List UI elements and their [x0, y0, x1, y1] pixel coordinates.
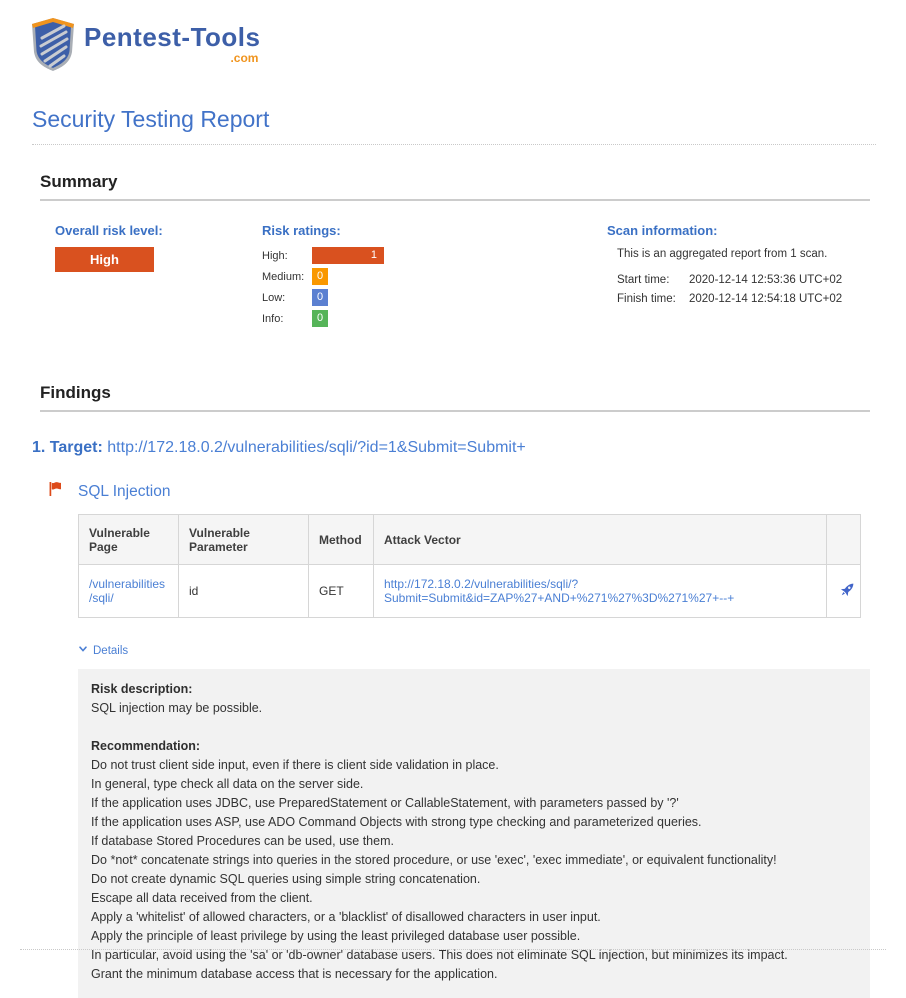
summary-heading: Summary	[40, 172, 870, 201]
rating-label-info: Info:	[262, 312, 284, 325]
recommendation-line: Apply a 'whitelist' of allowed characters, or a 'blacklist' of disallowed characters in user input.	[91, 910, 601, 924]
finish-time-value: 2020-12-14 12:54:18 UTC+02	[689, 293, 843, 305]
pentest-tools-shield-icon	[30, 16, 76, 72]
rating-label-high: High:	[262, 249, 288, 262]
bottom-divider	[20, 949, 886, 950]
rating-row-medium	[262, 268, 607, 285]
attack-vector-cell	[374, 565, 827, 618]
rating-label-medium: Medium:	[262, 270, 305, 283]
scan-information-label: Scan information:	[607, 223, 718, 238]
recommendation-line: Escape all data received from the client.	[91, 891, 313, 905]
risk-bar-medium: 0	[312, 268, 328, 285]
brand-wordmark	[84, 24, 260, 64]
target-line	[32, 439, 870, 457]
overall-risk-badge: High	[55, 247, 154, 272]
recommendation-line: Do not create dynamic SQL queries using simple string concatenation.	[91, 872, 481, 886]
recommendation-line: If the application uses ASP, use ADO Command Objects with strong type checking and parameterized queries.	[91, 815, 702, 829]
finding-header	[48, 481, 906, 502]
chevron-down-icon	[78, 644, 88, 657]
risk-description-text: SQL injection may be possible.	[91, 701, 263, 715]
scan-row-finish	[617, 293, 870, 305]
recommendation-line: Do *not* concatenate strings into queries in the stored procedure, or use 'exec', 'exec immediate', or equivalent functionality!	[91, 853, 777, 867]
risk-ratings-rows	[262, 247, 607, 327]
details-toggle[interactable]	[78, 644, 128, 657]
rating-label-low: Low:	[262, 291, 286, 304]
brand-tld: .com	[230, 51, 259, 65]
col-header-vulnerable-parameter: Vulnerable Parameter	[179, 515, 309, 565]
target-url-link[interactable]: http://172.18.0.2/vulnerabilities/sqli/?id=1&Submit=Submit+	[107, 439, 526, 456]
risk-ratings-label: Risk ratings:	[262, 223, 341, 238]
vulnerable-page-cell	[79, 565, 179, 618]
findings-section	[0, 383, 906, 998]
rating-row-low	[262, 289, 607, 306]
risk-bar-high: 1	[312, 247, 384, 264]
recommendation-line: If the application uses JDBC, use PreparedStatement or CallableStatement, with parameters passed by '?'	[91, 796, 679, 810]
recommendation-line: Apply the principle of least privilege by using the least privileged database user possible.	[91, 929, 581, 943]
recommendation-line: Do not trust client side input, even if there is client side validation in place.	[91, 758, 499, 772]
finding-table	[78, 514, 861, 618]
rating-row-high	[262, 247, 607, 264]
finish-time-label: Finish time:	[617, 293, 676, 305]
brand-name: Pentest-Tools	[84, 22, 261, 52]
risk-description-label: Risk description:	[91, 682, 193, 696]
scan-rows	[617, 274, 870, 305]
summary-section	[0, 172, 906, 331]
overall-risk-block	[55, 223, 262, 331]
recommendation-line: Grant the minimum database access that is necessary for the application.	[91, 967, 498, 981]
table-row	[79, 565, 861, 618]
page-title: Security Testing Report	[32, 106, 270, 132]
attack-vector-link[interactable]: http://172.18.0.2/vulnerabilities/sqli/?Submit=Submit&id=ZAP%27+AND+%271%27%3D%271%27+--+	[384, 577, 735, 605]
recommendation-line: In general, type check all data on the server side.	[91, 777, 364, 791]
risk-bar-low: 0	[312, 289, 328, 306]
scan-row-start	[617, 274, 870, 286]
vulnerable-parameter-cell: id	[179, 565, 309, 618]
logo	[30, 16, 906, 72]
scan-note: This is an aggregated report from 1 scan.	[617, 248, 828, 260]
details-toggle-label: Details	[93, 644, 129, 657]
method-cell: GET	[309, 565, 374, 618]
rocket-icon[interactable]	[837, 589, 857, 603]
summary-grid	[55, 223, 870, 331]
risk-bar-info: 0	[312, 310, 328, 327]
start-time-value: 2020-12-14 12:53:36 UTC+02	[689, 274, 843, 286]
recommendation-line: If database Stored Procedures can be used, use them.	[91, 834, 394, 848]
risk-ratings-block	[262, 223, 607, 331]
vulnerable-page-link[interactable]: /vulnerabilities/sqli/	[89, 577, 166, 605]
col-header-attack-vector: Attack Vector	[374, 515, 827, 565]
target-label: 1. Target:	[32, 439, 103, 456]
finding-table-header-row	[79, 515, 861, 565]
col-header-vulnerable-page: Vulnerable Page	[79, 515, 179, 565]
title-divider	[32, 144, 876, 145]
recommendation-line: In particular, avoid using the 'sa' or 'db-owner' database users. This does not eliminate SQL injection, but minimizes its impact.	[91, 948, 788, 962]
col-header-method: Method	[309, 515, 374, 565]
exploit-action-cell	[827, 565, 861, 618]
start-time-label: Start time:	[617, 274, 670, 286]
col-header-action	[827, 515, 861, 565]
finding-title: SQL Injection	[78, 482, 171, 500]
recommendation-label: Recommendation:	[91, 739, 201, 753]
findings-heading: Findings	[40, 383, 870, 412]
rating-row-info	[262, 310, 607, 327]
overall-risk-label: Overall risk level:	[55, 223, 163, 238]
red-flag-icon	[48, 481, 64, 502]
scan-information-block	[607, 223, 870, 331]
